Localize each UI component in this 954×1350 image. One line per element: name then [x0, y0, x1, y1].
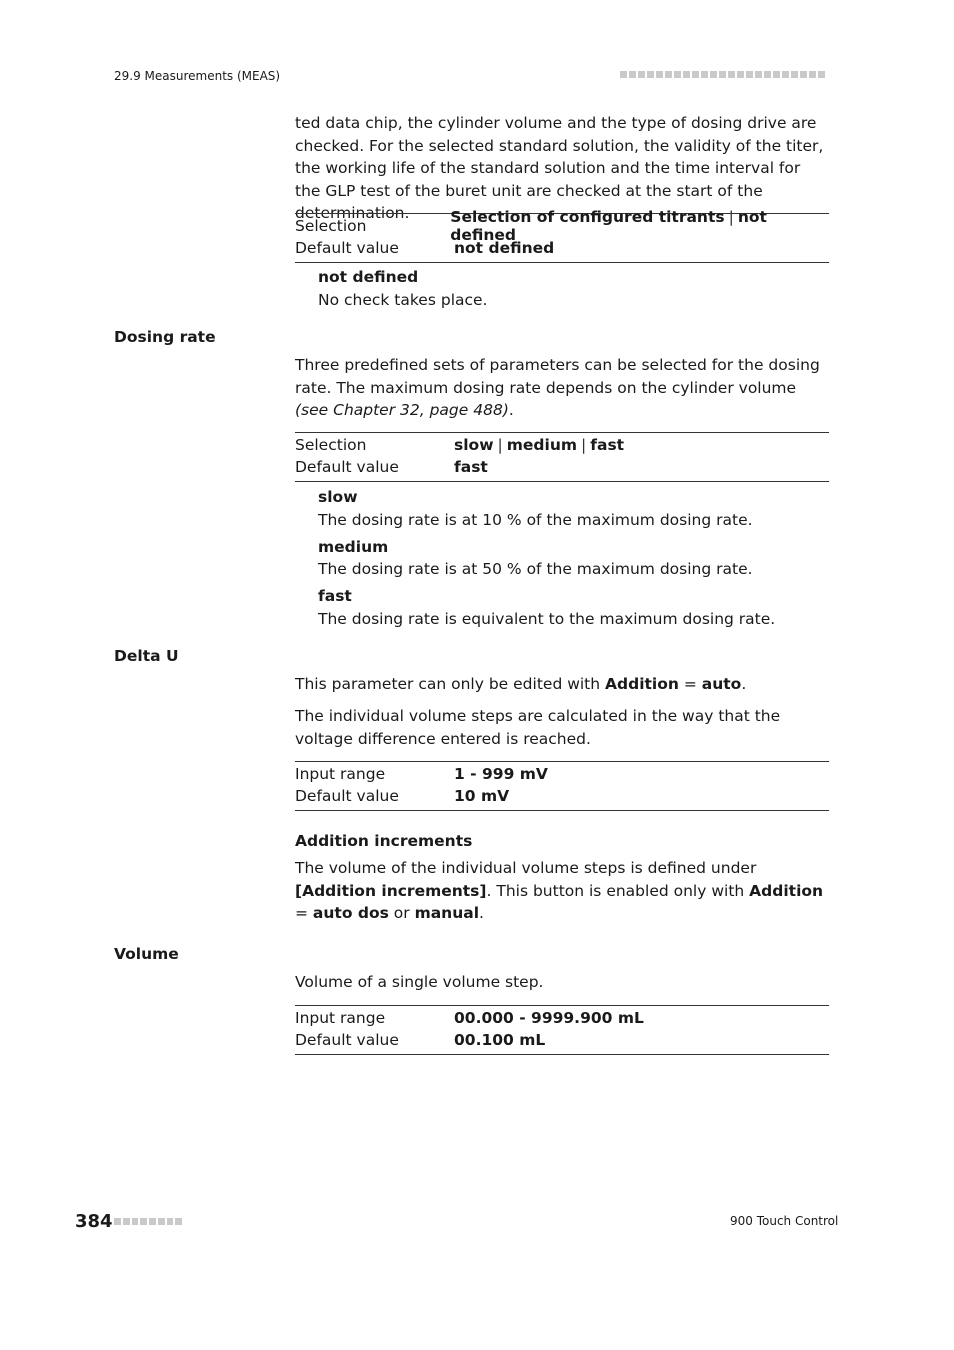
intro-paragraph: ted data chip, the cylinder volume and the type of dosing drive are checked. For the selected standard solution, the validity of the titer, the working life of the standard solution and the time interval for the GLP test of the buret unit are checked at the start of the determination. — [295, 114, 824, 222]
delta-u-paragraph — [295, 673, 830, 696]
selection-value: slow — [454, 436, 494, 454]
paragraph-text: or — [388, 904, 415, 922]
default-value: fast — [454, 458, 488, 476]
titrant-parameter-table — [295, 208, 829, 263]
parameter-name: Addition — [749, 881, 824, 900]
addition-increments-paragraph — [295, 857, 830, 925]
table-row — [295, 456, 829, 478]
button-reference: [Addition increments] — [295, 881, 487, 900]
option-title: slow — [318, 488, 358, 506]
paragraph-text: Three predefined sets of parameters can be selected for the dosing rate. The maximum dosing rate depends on the cylinder volume — [295, 356, 820, 397]
section-heading-dosing-rate: Dosing rate — [114, 328, 216, 346]
range-label: Input range — [295, 1009, 386, 1027]
option-description: No check takes place. — [318, 291, 488, 309]
selection-value: not defined — [450, 208, 767, 244]
range-value: 00.000 - 9999.900 mL — [454, 1009, 644, 1027]
delta-u-table — [295, 761, 829, 811]
default-label: Default value — [295, 787, 399, 805]
selection-value: Selection of configured titrants — [450, 208, 725, 226]
paragraph-text: = — [678, 675, 702, 693]
volume-paragraph: Volume of a single volume step. — [295, 973, 544, 991]
parameter-value: auto dos — [312, 904, 389, 922]
selection-label: Selection — [295, 436, 367, 454]
default-value: not defined — [454, 239, 555, 257]
table-row — [295, 208, 829, 244]
parameter-name: Addition — [605, 675, 679, 693]
table-row — [295, 763, 829, 785]
default-label: Default value — [295, 239, 399, 257]
chapter-reference: (see Chapter 32, page 488) — [295, 401, 509, 419]
parameter-value: auto — [701, 675, 742, 693]
table-row — [295, 1007, 829, 1029]
paragraph-text: = — [295, 904, 313, 922]
dosing-rate-table — [295, 432, 829, 482]
page-number: 384 — [75, 1211, 113, 1232]
selection-value: medium — [506, 436, 578, 454]
default-value: 10 mV — [454, 787, 510, 805]
header-dots-decoration — [620, 71, 829, 79]
separator: | — [497, 436, 503, 454]
paragraph-text: . — [741, 675, 747, 693]
section-heading-volume: Volume — [114, 945, 179, 963]
subsection-heading-addition-increments: Addition increments — [295, 832, 473, 850]
option-description: The dosing rate is at 10 % of the maximum dosing rate. — [318, 511, 753, 529]
default-value: 00.100 mL — [454, 1031, 546, 1049]
default-label: Default value — [295, 1031, 399, 1049]
selection-value: fast — [590, 436, 625, 454]
default-label: Default value — [295, 458, 399, 476]
range-value: 1 - 999 mV — [454, 765, 548, 783]
selection-label: Selection — [295, 217, 367, 235]
paragraph-text: . This button is enabled only with — [486, 881, 750, 900]
table-row — [295, 1029, 829, 1051]
table-row — [295, 434, 829, 456]
separator: | — [581, 436, 587, 454]
product-name: 900 Touch Control — [730, 1214, 839, 1228]
option-description: The dosing rate is equivalent to the maximum dosing rate. — [318, 610, 776, 628]
running-header: 29.9 Measurements (MEAS) — [114, 69, 281, 83]
option-title: fast — [318, 587, 352, 605]
table-row — [295, 785, 829, 807]
option-description: The dosing rate is at 50 % of the maximum dosing rate. — [318, 560, 753, 578]
separator: | — [728, 208, 734, 226]
paragraph-text: This parameter can only be edited with — [295, 675, 606, 693]
delta-u-paragraph-2: The individual volume steps are calculated in the way that the voltage difference entered is reached. — [295, 707, 781, 748]
section-heading-delta-u: Delta U — [114, 647, 179, 665]
footer-dots-decoration — [114, 1218, 182, 1226]
dosing-rate-paragraph — [295, 354, 830, 422]
option-title: medium — [318, 538, 389, 556]
paragraph-text: . — [479, 904, 484, 922]
parameter-value: manual — [414, 904, 480, 922]
range-label: Input range — [295, 765, 386, 783]
paragraph-text: The volume of the individual volume steps is defined under — [295, 859, 757, 877]
paragraph-text: . — [508, 401, 514, 419]
option-title: not defined — [318, 268, 419, 286]
volume-table — [295, 1005, 829, 1055]
